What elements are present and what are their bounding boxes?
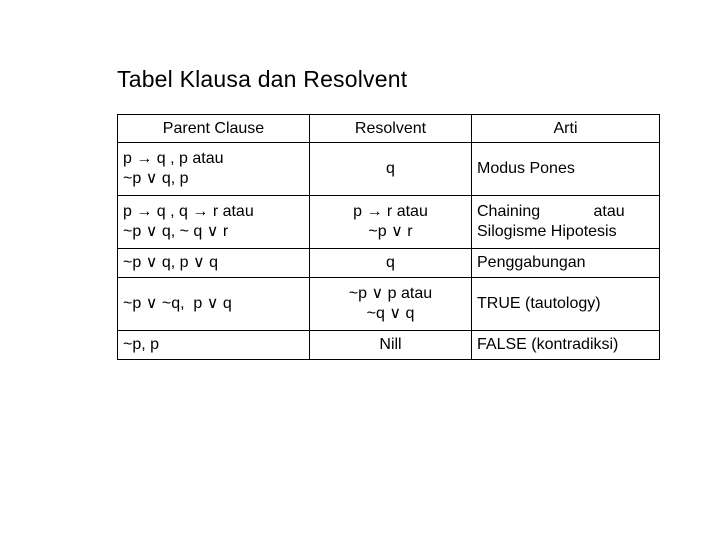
parent-clause-line: p → q , p atau bbox=[123, 150, 224, 167]
arti-cell bbox=[472, 196, 660, 249]
parent-clause-cell bbox=[118, 331, 310, 360]
resolvent-cell bbox=[310, 196, 472, 249]
resolvent-line: q bbox=[386, 254, 395, 271]
table-row bbox=[118, 249, 660, 278]
parent-clause-cell bbox=[118, 196, 310, 249]
table-row bbox=[118, 331, 660, 360]
clause-resolvent-table bbox=[117, 114, 660, 360]
resolvent-cell bbox=[310, 143, 472, 196]
parent-clause-cell bbox=[118, 249, 310, 278]
page-title: Tabel Klausa dan Resolvent bbox=[117, 66, 408, 92]
arti-line: Chaining atau bbox=[477, 203, 625, 220]
arti-line: FALSE (kontradiksi) bbox=[477, 336, 619, 353]
parent-clause-line: ~p ∨ q, ~ q ∨ r bbox=[123, 223, 229, 240]
parent-clause-line: ~p, p bbox=[123, 336, 160, 353]
arti-cell bbox=[472, 143, 660, 196]
table-row bbox=[118, 278, 660, 331]
parent-clause-line: ~p ∨ q, p ∨ q bbox=[123, 254, 219, 271]
header-resolvent: Resolvent bbox=[310, 115, 472, 143]
parent-clause-cell bbox=[118, 278, 310, 331]
header-parent-clause: Parent Clause bbox=[118, 115, 310, 143]
arti-line: TRUE (tautology) bbox=[477, 295, 601, 312]
resolvent-cell bbox=[310, 249, 472, 278]
arti-line: Silogisme Hipotesis bbox=[477, 223, 617, 240]
parent-clause-line: p → q , q → r atau bbox=[123, 203, 254, 220]
arti-cell bbox=[472, 249, 660, 278]
table-header-row bbox=[118, 115, 660, 143]
resolvent-cell bbox=[310, 331, 472, 360]
resolvent-line: ~p ∨ p atau bbox=[348, 285, 433, 302]
resolvent-line: Nill bbox=[379, 336, 402, 353]
parent-clause-line: ~p ∨ ~q, p ∨ q bbox=[123, 295, 232, 312]
resolvent-line: p → r atau bbox=[353, 203, 428, 220]
header-arti: Arti bbox=[472, 115, 660, 143]
resolvent-line: ~p ∨ r bbox=[368, 223, 413, 240]
arti-line: Modus Pones bbox=[477, 160, 575, 177]
resolvent-cell bbox=[310, 278, 472, 331]
resolvent-line: q bbox=[386, 160, 395, 177]
arti-cell bbox=[472, 331, 660, 360]
arti-cell bbox=[472, 278, 660, 331]
parent-clause-line: ~p ∨ q, p bbox=[123, 170, 189, 187]
parent-clause-cell bbox=[118, 143, 310, 196]
arti-line: Penggabungan bbox=[477, 254, 586, 271]
resolvent-line: ~q ∨ q bbox=[366, 305, 415, 322]
table-row bbox=[118, 143, 660, 196]
table-row bbox=[118, 196, 660, 249]
